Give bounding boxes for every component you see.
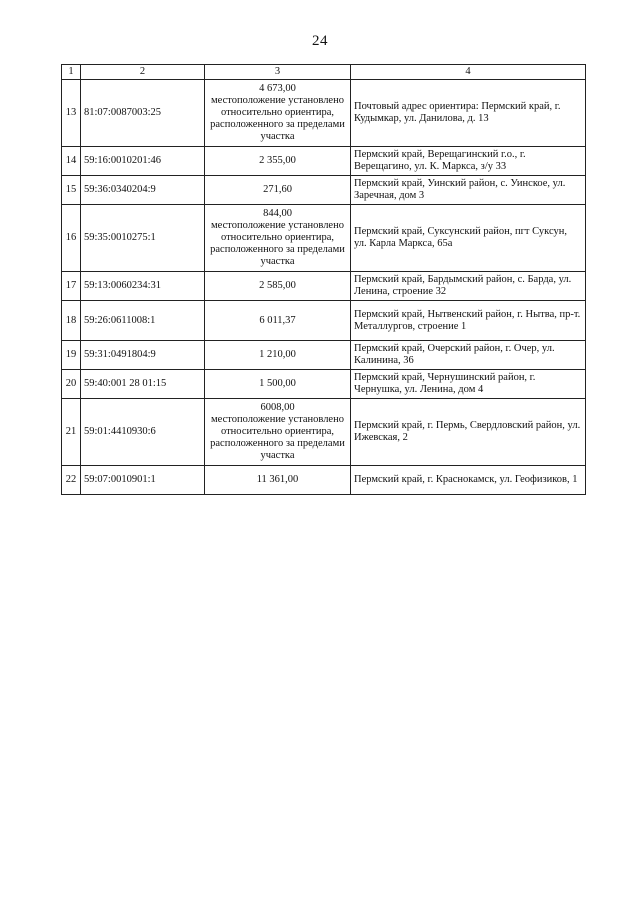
area-value: 1 500,00 [259, 378, 296, 389]
address: Пермский край, Бардымский район, с. Барда, ул. Ленина, строение 32 [351, 272, 586, 301]
cadastral-number: 59:07:0010901:1 [81, 466, 205, 495]
table-row [62, 147, 586, 176]
area-cell [205, 147, 351, 176]
area-location-note: местоположение установлено относительно ориентира, расположенного за пределами участка [210, 220, 345, 267]
table-row [62, 176, 586, 205]
cadastral-number: 59:31:0491804:9 [81, 341, 205, 370]
column-header-4: 4 [351, 65, 586, 80]
table-body [62, 65, 586, 495]
table-row [62, 80, 586, 147]
address: Пермский край, Суксунский район, пгт Суксун, ул. Карла Маркса, 65а [351, 205, 586, 272]
cadastral-number: 59:13:0060234:31 [81, 272, 205, 301]
row-number: 13 [62, 80, 81, 147]
cadastral-number: 59:36:0340204:9 [81, 176, 205, 205]
cadastral-number: 59:35:0010275:1 [81, 205, 205, 272]
page-number: 24 [312, 33, 328, 49]
column-header-1: 1 [62, 65, 81, 80]
area-cell [205, 341, 351, 370]
cadastral-number: 59:16:0010201:46 [81, 147, 205, 176]
area-value: 271,60 [263, 184, 292, 195]
row-number: 18 [62, 301, 81, 341]
table-row [62, 341, 586, 370]
address: Пермский край, Очерский район, г. Очер, ул. Калинина, 36 [351, 341, 586, 370]
area-cell [205, 205, 351, 272]
area-location-note: местоположение установлено относительно ориентира, расположенного за пределами участка [210, 95, 345, 142]
cadastral-number: 81:07:0087003:25 [81, 80, 205, 147]
table-row [62, 370, 586, 399]
table-row [62, 205, 586, 272]
address: Пермский край, Нытвенский район, г. Нытва, пр-т. Металлургов, строение 1 [351, 301, 586, 341]
area-value: 6 011,37 [259, 314, 296, 326]
table-header-row [62, 65, 586, 80]
row-number: 20 [62, 370, 81, 399]
address: Почтовый адрес ориентира: Пермский край, г. Кудымкар, ул. Данилова, д. 13 [351, 80, 586, 147]
table-row [62, 466, 586, 495]
row-number: 21 [62, 399, 81, 466]
land-plots-table [61, 64, 586, 495]
address: Пермский край, Верещагинский г.о., г. Верещагино, ул. К. Маркса, з/у 33 [351, 147, 586, 176]
area-value: 11 361,00 [256, 474, 299, 485]
address: Пермский край, г. Пермь, Свердловский район, ул. Ижевская, 2 [351, 399, 586, 466]
row-number: 17 [62, 272, 81, 301]
area-cell [205, 176, 351, 205]
area-cell [205, 272, 351, 301]
area-value: 2 585,00 [259, 280, 296, 291]
area-cell [205, 466, 351, 495]
cadastral-number: 59:26:0611008:1 [81, 301, 205, 341]
column-header-2: 2 [81, 65, 205, 80]
area-cell [205, 80, 351, 147]
table-row [62, 272, 586, 301]
table-row [62, 399, 586, 466]
area-cell [205, 399, 351, 466]
address: Пермский край, Уинский район, с. Уинское, ул. Заречная, дом 3 [351, 176, 586, 205]
column-header-3: 3 [205, 65, 351, 80]
area-value: 844,00 [263, 208, 292, 219]
area-location-note: местоположение установлено относительно ориентира, расположенного за пределами участка [210, 414, 345, 461]
cadastral-number: 59:01:4410930:6 [81, 399, 205, 466]
row-number: 16 [62, 205, 81, 272]
area-value: 2 355,00 [259, 155, 296, 166]
row-number: 19 [62, 341, 81, 370]
table-row [62, 301, 586, 341]
address: Пермский край, г. Краснокамск, ул. Геофизиков, 1 [351, 466, 586, 495]
area-cell [205, 301, 351, 341]
row-number: 22 [62, 466, 81, 495]
area-value: 6008,00 [260, 402, 295, 413]
row-number: 15 [62, 176, 81, 205]
address: Пермский край, Чернушинский район, г. Чернушка, ул. Ленина, дом 4 [351, 370, 586, 399]
area-cell [205, 370, 351, 399]
area-value: 4 673,00 [259, 83, 296, 94]
cadastral-number: 59:40:001 28 01:15 [81, 370, 205, 399]
row-number: 14 [62, 147, 81, 176]
area-value: 1 210,00 [259, 349, 296, 360]
